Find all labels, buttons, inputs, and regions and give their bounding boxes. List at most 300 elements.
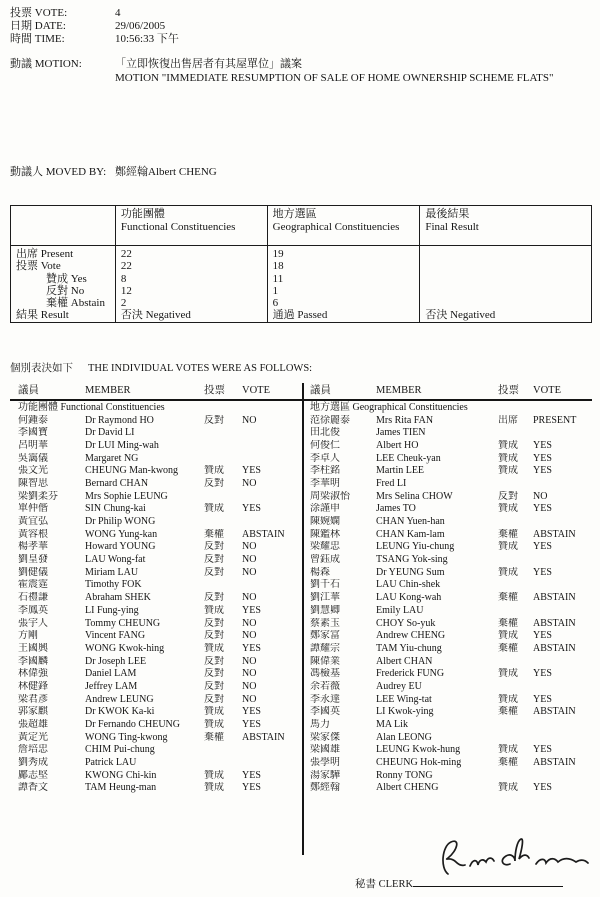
member-name-zh: 單仲偕 xyxy=(18,503,48,515)
member-vote-row xyxy=(302,503,592,516)
summary-functional-value: 22 xyxy=(115,246,267,261)
vote-value-en xyxy=(533,427,592,440)
member-name-en: Emily LAU xyxy=(376,604,424,616)
vote-value-zh: 反對 xyxy=(204,680,224,692)
member-name-en: Andrew CHENG xyxy=(376,630,446,642)
member-vote-row xyxy=(302,453,592,466)
member-vote-row xyxy=(302,618,592,631)
member-vote-row xyxy=(302,529,592,542)
vote-value-zh: 反對 xyxy=(204,541,224,553)
vote-value-zh: 贊成 xyxy=(498,439,518,451)
member-vote-row xyxy=(302,656,592,669)
vote-value-zh: 反對 xyxy=(204,693,224,705)
member-name-zh: 李華明 xyxy=(310,477,340,489)
vote-value-en: NO xyxy=(533,490,548,502)
member-name-en: Frederick FUNG xyxy=(376,668,445,680)
vote-value-zh: 反對 xyxy=(204,477,224,489)
member-name-zh: 馬力 xyxy=(310,719,330,730)
summary-final-result-value: 否決 Negatived xyxy=(420,309,592,322)
vote-value-zh: 贊成 xyxy=(498,541,518,553)
vote-value-en: YES xyxy=(242,706,261,718)
member-name-en: Dr Joseph LEE xyxy=(85,655,147,667)
member-vote-row xyxy=(302,592,592,605)
member-name-en: Dr Raymond HO xyxy=(85,414,154,426)
vote-col-header-zh: 投票 xyxy=(204,385,225,396)
member-name-en: Mrs Rita FAN xyxy=(376,414,434,426)
member-name-zh: 劉秀成 xyxy=(18,757,48,769)
vote-value-en: ABSTAIN xyxy=(533,757,576,769)
vote-value-en xyxy=(533,554,592,567)
geographical-header-zh: 地方選區 xyxy=(272,208,317,220)
vote-meta-block xyxy=(10,7,179,46)
vote-value-zh: 贊成 xyxy=(204,465,224,477)
member-name-en: KWONG Chi-kin xyxy=(85,769,157,781)
member-name-en: Daniel LAM xyxy=(85,668,137,680)
member-name-en: Margaret NG xyxy=(85,452,139,464)
member-vote-row xyxy=(10,643,302,656)
vote-value-zh: 贊成 xyxy=(204,642,224,654)
member-vote-row xyxy=(10,529,302,542)
vote-value-en xyxy=(533,681,592,694)
member-vote-row xyxy=(302,541,592,554)
vote-value-zh: 贊成 xyxy=(498,693,518,705)
member-name-zh: 劉健儀 xyxy=(18,566,48,578)
member-name-en: WONG Ting-kwong xyxy=(85,731,168,743)
moved-by-block xyxy=(10,163,217,179)
member-name-en: Mrs Sophie LEUNG xyxy=(85,490,168,502)
final-result-header-zh: 最後結果 xyxy=(425,208,470,220)
member-name-zh: 陳鑑林 xyxy=(310,528,340,540)
member-name-zh: 李國英 xyxy=(310,706,340,718)
summary-final-result-value xyxy=(420,246,592,261)
individual-votes-header xyxy=(10,383,592,401)
member-vote-row xyxy=(10,668,302,681)
vote-value-zh: 反對 xyxy=(498,490,518,502)
vote-value-en: NO xyxy=(242,554,257,566)
member-vote-row xyxy=(10,567,302,580)
individual-votes-title-en: THE INDIVIDUAL VOTES WERE AS FOLLOWS: xyxy=(88,363,313,374)
member-vote-row xyxy=(10,719,302,732)
vote-number-value: 4 xyxy=(115,7,121,19)
member-name-en: Audrey EU xyxy=(376,680,422,692)
member-name-zh: 張宇人 xyxy=(18,617,48,629)
vote-value-zh: 反對 xyxy=(204,592,224,604)
member-name-en: Dr YEUNG Sum xyxy=(376,566,445,578)
vote-value-en: YES xyxy=(533,744,552,756)
vote-value-en xyxy=(533,732,592,745)
vote-value-en: NO xyxy=(242,541,257,553)
member-name-zh: 譚耀宗 xyxy=(310,642,340,654)
vote-value-zh xyxy=(498,554,533,567)
member-name-en: Timothy FOK xyxy=(85,579,142,591)
vote-col-header-en: VOTE xyxy=(242,385,270,396)
member-name-zh: 郭家麒 xyxy=(18,706,48,718)
vote-value-en: YES xyxy=(242,782,261,794)
member-name-zh: 林健鋒 xyxy=(18,680,48,692)
member-name-en: James TIEN xyxy=(376,427,426,439)
vote-value-en xyxy=(242,427,302,440)
vote-value-zh: 出席 xyxy=(498,414,518,426)
individual-votes-title xyxy=(10,360,312,375)
member-name-zh: 李卓人 xyxy=(310,452,340,464)
vote-value-zh xyxy=(498,478,533,491)
member-name-en: Patrick LAU xyxy=(85,757,137,769)
member-name-zh: 詹培忠 xyxy=(18,744,48,756)
member-name-en: Jeffrey LAM xyxy=(85,680,138,692)
vote-value-zh: 反對 xyxy=(204,655,224,667)
member-name-en: TAM Yiu-chung xyxy=(376,642,442,654)
member-vote-row xyxy=(302,440,592,453)
member-name-zh: 梁國雄 xyxy=(310,744,340,756)
vote-value-zh: 棄權 xyxy=(204,731,224,743)
member-name-en: Alan LEONG xyxy=(376,731,432,743)
member-name-zh: 梁劉柔芬 xyxy=(18,490,58,502)
summary-row xyxy=(11,273,592,285)
member-name-en: TSANG Yok-sing xyxy=(376,554,448,566)
member-name-zh: 黃定光 xyxy=(18,731,48,743)
member-vote-row xyxy=(302,516,592,529)
member-name-en: LEE Cheuk-yan xyxy=(376,452,441,464)
vote-value-zh: 贊成 xyxy=(204,706,224,718)
member-vote-row xyxy=(10,770,302,783)
member-vote-row xyxy=(10,694,302,707)
member-name-en: LEUNG Kwok-hung xyxy=(376,744,461,756)
vote-value-zh: 贊成 xyxy=(498,744,518,756)
member-vote-row xyxy=(302,465,592,478)
vote-value-zh: 反對 xyxy=(204,630,224,642)
member-name-zh: 李柱銘 xyxy=(310,465,340,477)
vote-value-en: NO xyxy=(242,592,257,604)
member-name-en: LI Fung-ying xyxy=(85,604,139,616)
member-name-zh: 張學明 xyxy=(310,757,340,769)
summary-header-final-result xyxy=(420,206,592,246)
summary-final-result-value xyxy=(420,260,592,272)
vote-value-zh xyxy=(204,757,242,770)
vote-value-zh xyxy=(204,491,242,504)
date-row xyxy=(10,20,179,33)
vote-value-en: ABSTAIN xyxy=(533,592,576,604)
summary-final-result-value xyxy=(420,297,592,309)
member-vote-row xyxy=(302,605,592,618)
member-name-en: Albert CHAN xyxy=(376,655,433,667)
vote-value-en: NO xyxy=(242,655,257,667)
member-name-en: CHIM Pui-chung xyxy=(85,744,155,756)
summary-functional-value: 8 xyxy=(115,273,267,285)
vote-value-en xyxy=(242,579,302,592)
geographical-group-subheader: 地方選區 Geographical Constituencies xyxy=(310,402,468,413)
member-name-zh: 周梁淑怡 xyxy=(310,490,350,502)
geographical-header-en: Geographical Constituencies xyxy=(272,221,400,233)
motion-text-zh: 「立即恢復出售居者有其屋單位」議案 xyxy=(115,58,302,70)
functional-constituencies-table xyxy=(10,401,302,795)
vote-value-zh xyxy=(498,605,533,618)
member-name-en: CHEUNG Hok-ming xyxy=(376,757,462,769)
vote-value-en: YES xyxy=(533,465,552,477)
vote-value-zh: 棄權 xyxy=(498,757,518,769)
member-vote-row xyxy=(10,782,302,795)
member-name-zh: 陳偉業 xyxy=(310,655,340,667)
vote-value-zh xyxy=(204,427,242,440)
member-name-en: MA Lik xyxy=(376,719,408,730)
summary-row-label: 出席 Present xyxy=(16,248,74,260)
member-name-zh: 余若薇 xyxy=(310,680,340,692)
vote-value-en: NO xyxy=(242,414,257,426)
member-name-zh: 石禮謙 xyxy=(18,592,48,604)
summary-geographical-value: 6 xyxy=(267,297,420,309)
vote-value-en xyxy=(242,516,302,529)
member-vote-row xyxy=(10,516,302,529)
summary-row xyxy=(11,285,592,297)
member-vote-row xyxy=(302,694,592,707)
member-name-zh: 王國興 xyxy=(18,642,48,654)
member-name-zh: 鄭經翰 xyxy=(310,782,340,794)
member-vote-row xyxy=(10,706,302,719)
member-name-zh: 譚香文 xyxy=(18,782,48,794)
summary-header-functional xyxy=(115,206,267,246)
vote-value-zh: 贊成 xyxy=(498,452,518,464)
member-vote-row xyxy=(302,732,592,745)
member-name-en: LAU Kong-wah xyxy=(376,592,442,604)
member-name-zh: 方剛 xyxy=(18,630,38,642)
summary-header-row xyxy=(11,206,592,246)
summary-geographical-value: 通過 Passed xyxy=(267,309,420,322)
vote-value-en: ABSTAIN xyxy=(533,642,576,654)
motion-text xyxy=(115,58,554,85)
vote-value-en: ABSTAIN xyxy=(242,528,285,540)
vote-value-zh: 贊成 xyxy=(204,719,224,730)
vote-value-en: YES xyxy=(533,668,552,680)
member-name-en: WONG Kwok-hing xyxy=(85,642,165,654)
member-name-en: Mrs Selina CHOW xyxy=(376,490,453,502)
member-name-en: James TO xyxy=(376,503,416,515)
member-name-zh: 霍震霆 xyxy=(18,579,48,591)
vote-value-en: NO xyxy=(242,630,257,642)
vote-value-zh: 贊成 xyxy=(498,668,518,680)
vote-col-header-zh: 投票 xyxy=(498,385,519,396)
vote-value-zh xyxy=(498,770,533,783)
vote-value-en: YES xyxy=(533,541,552,553)
member-name-en: SIN Chung-kai xyxy=(85,503,146,515)
clerk-label: 秘書 CLERK xyxy=(355,879,414,890)
member-name-en: LAU Chin-shek xyxy=(376,579,441,591)
vote-value-en xyxy=(533,656,592,669)
summary-row xyxy=(11,297,592,309)
vote-value-en: NO xyxy=(242,617,257,629)
member-name-zh: 李鳳英 xyxy=(18,604,48,616)
summary-functional-value: 2 xyxy=(115,297,267,309)
vote-value-en xyxy=(242,453,302,466)
vote-value-en: YES xyxy=(242,642,261,654)
vote-value-zh: 反對 xyxy=(204,617,224,629)
member-col-header-zh: 議員 xyxy=(310,385,331,396)
vote-value-en: YES xyxy=(533,693,552,705)
summary-geographical-value: 1 xyxy=(267,285,420,297)
motion-label: 動議 MOTION: xyxy=(10,58,82,70)
vote-value-zh: 贊成 xyxy=(204,503,224,515)
vote-value-en: NO xyxy=(242,693,257,705)
member-name-en: Dr KWOK Ka-ki xyxy=(85,706,155,718)
member-vote-row xyxy=(10,681,302,694)
member-vote-row xyxy=(10,427,302,440)
vote-value-zh xyxy=(498,656,533,669)
time-row xyxy=(10,33,179,46)
moved-by-label: 動議人 MOVED BY: xyxy=(10,166,107,178)
vote-summary-table xyxy=(10,205,592,323)
vote-value-zh xyxy=(204,744,242,757)
member-vote-row xyxy=(10,757,302,770)
member-name-zh: 劉慧卿 xyxy=(310,604,340,616)
final-result-header-en: Final Result xyxy=(425,221,479,233)
member-name-en: Howard YOUNG xyxy=(85,541,156,553)
vote-value-zh: 棄權 xyxy=(498,592,518,604)
vote-value-en: YES xyxy=(533,630,552,642)
member-name-en: LEUNG Yiu-chung xyxy=(376,541,455,553)
vote-value-zh: 贊成 xyxy=(498,503,518,515)
member-name-zh: 呂明華 xyxy=(18,439,48,451)
member-name-en: Dr David LI xyxy=(85,427,135,439)
vote-value-zh: 贊成 xyxy=(498,465,518,477)
vote-value-en: YES xyxy=(533,452,552,464)
vote-number-label: 投票 VOTE: xyxy=(10,7,68,19)
member-name-en: CHAN Kam-lam xyxy=(376,528,445,540)
member-name-zh: 李國麟 xyxy=(18,655,48,667)
member-vote-row xyxy=(10,732,302,745)
member-vote-row xyxy=(302,757,592,770)
date-value: 29/06/2005 xyxy=(115,20,166,32)
vote-value-en: ABSTAIN xyxy=(242,731,285,743)
member-vote-row xyxy=(10,415,302,428)
member-vote-row xyxy=(10,491,302,504)
member-name-en: LI Kwok-ying xyxy=(376,706,434,718)
member-name-en: Albert CHENG xyxy=(376,782,439,794)
member-name-zh: 何俊仁 xyxy=(310,439,340,451)
member-name-zh: 曾鈺成 xyxy=(310,554,340,566)
member-name-en: CHAN Yuen-han xyxy=(376,516,445,527)
summary-header-geographical xyxy=(267,206,420,246)
summary-geographical-value: 11 xyxy=(267,273,420,285)
vote-value-zh: 贊成 xyxy=(498,782,518,794)
vote-value-en: YES xyxy=(533,439,552,451)
vote-value-zh xyxy=(498,579,533,592)
member-name-en: LEE Wing-tat xyxy=(376,693,432,705)
vote-number-row xyxy=(10,7,179,20)
member-name-en: CHOY So-yuk xyxy=(376,617,436,629)
member-vote-row xyxy=(10,453,302,466)
member-vote-row xyxy=(10,503,302,516)
vote-value-en: YES xyxy=(242,769,261,781)
vote-value-en: NO xyxy=(242,680,257,692)
summary-functional-value: 12 xyxy=(115,285,267,297)
member-name-en: Ronny TONG xyxy=(376,769,433,781)
member-col-header-zh: 議員 xyxy=(18,385,39,396)
summary-row-label: 反對 No xyxy=(46,284,85,297)
vote-value-zh xyxy=(204,453,242,466)
vote-value-zh xyxy=(204,440,242,453)
member-name-zh: 陳婉嫻 xyxy=(310,516,340,527)
vote-value-zh: 贊成 xyxy=(204,769,224,781)
vote-value-zh xyxy=(498,719,533,732)
vote-value-zh xyxy=(498,732,533,745)
vote-value-en: NO xyxy=(242,668,257,680)
vote-value-zh: 棄權 xyxy=(498,617,518,629)
member-vote-row xyxy=(302,719,592,732)
summary-row-label: 贊成 Yes xyxy=(46,272,87,285)
vote-value-zh xyxy=(498,681,533,694)
vote-value-en xyxy=(533,719,592,732)
summary-row-label: 投票 Vote xyxy=(16,260,61,273)
vote-value-en: ABSTAIN xyxy=(533,617,576,629)
member-name-zh: 梁耀忠 xyxy=(310,541,340,553)
vote-value-zh: 贊成 xyxy=(498,566,518,578)
member-name-zh: 涂謹申 xyxy=(310,503,340,515)
member-col-header-en: MEMBER xyxy=(376,385,422,396)
member-vote-row xyxy=(302,770,592,783)
member-name-zh: 梁家傑 xyxy=(310,731,340,743)
member-name-en: Bernard CHAN xyxy=(85,477,149,489)
summary-row xyxy=(11,309,592,322)
member-name-zh: 田北俊 xyxy=(310,427,340,439)
vote-value-en xyxy=(533,579,592,592)
vote-value-zh xyxy=(498,516,533,529)
member-vote-row xyxy=(302,706,592,719)
vote-value-en xyxy=(242,440,302,453)
vote-value-zh: 反對 xyxy=(204,668,224,680)
summary-row-label: 結果 Result xyxy=(16,309,69,322)
member-name-en: LAU Wong-fat xyxy=(85,554,146,566)
functional-group-subheader: 功能團體 Functional Constituencies xyxy=(18,402,165,413)
vote-value-en xyxy=(533,770,592,783)
vote-value-en xyxy=(242,757,302,770)
member-vote-row xyxy=(302,554,592,567)
individual-votes-title-zh: 個別表決如下 xyxy=(10,363,73,374)
summary-geographical-value: 18 xyxy=(267,260,420,272)
member-vote-row xyxy=(10,630,302,643)
member-name-zh: 黃宜弘 xyxy=(18,516,48,527)
member-name-zh: 梁君彥 xyxy=(18,693,48,705)
clerk-block xyxy=(355,876,563,891)
individual-votes-tables xyxy=(10,383,592,795)
motion-block xyxy=(10,58,554,85)
member-vote-row xyxy=(302,668,592,681)
member-vote-row xyxy=(10,465,302,478)
member-name-en: Dr LUI Ming-wah xyxy=(85,439,159,451)
member-name-zh: 劉江華 xyxy=(310,592,340,604)
member-name-zh: 鄭家富 xyxy=(310,630,340,642)
member-vote-row xyxy=(302,415,592,428)
right-table-header xyxy=(302,383,592,398)
member-vote-row xyxy=(10,478,302,491)
vote-value-en: YES xyxy=(533,503,552,515)
member-name-zh: 張文光 xyxy=(18,465,48,477)
member-vote-row xyxy=(302,427,592,440)
summary-functional-value: 否決 Negatived xyxy=(115,309,267,322)
member-name-zh: 湯家驊 xyxy=(310,769,340,781)
member-name-zh: 鄺志堅 xyxy=(18,769,48,781)
member-name-en: Albert HO xyxy=(376,439,419,451)
member-name-en: Dr Fernando CHEUNG xyxy=(85,719,180,730)
member-name-zh: 劉千石 xyxy=(310,579,340,591)
member-vote-row xyxy=(10,592,302,605)
vote-value-en: YES xyxy=(242,465,261,477)
summary-geographical-value: 19 xyxy=(267,246,420,261)
vote-value-en: YES xyxy=(533,782,552,794)
member-vote-row xyxy=(302,782,592,795)
member-name-zh: 馮檢基 xyxy=(310,668,340,680)
summary-final-result-value xyxy=(420,273,592,285)
member-name-en: Abraham SHEK xyxy=(85,592,151,604)
functional-header-en: Functional Constituencies xyxy=(120,221,236,233)
vote-value-en: PRESENT xyxy=(533,414,577,426)
